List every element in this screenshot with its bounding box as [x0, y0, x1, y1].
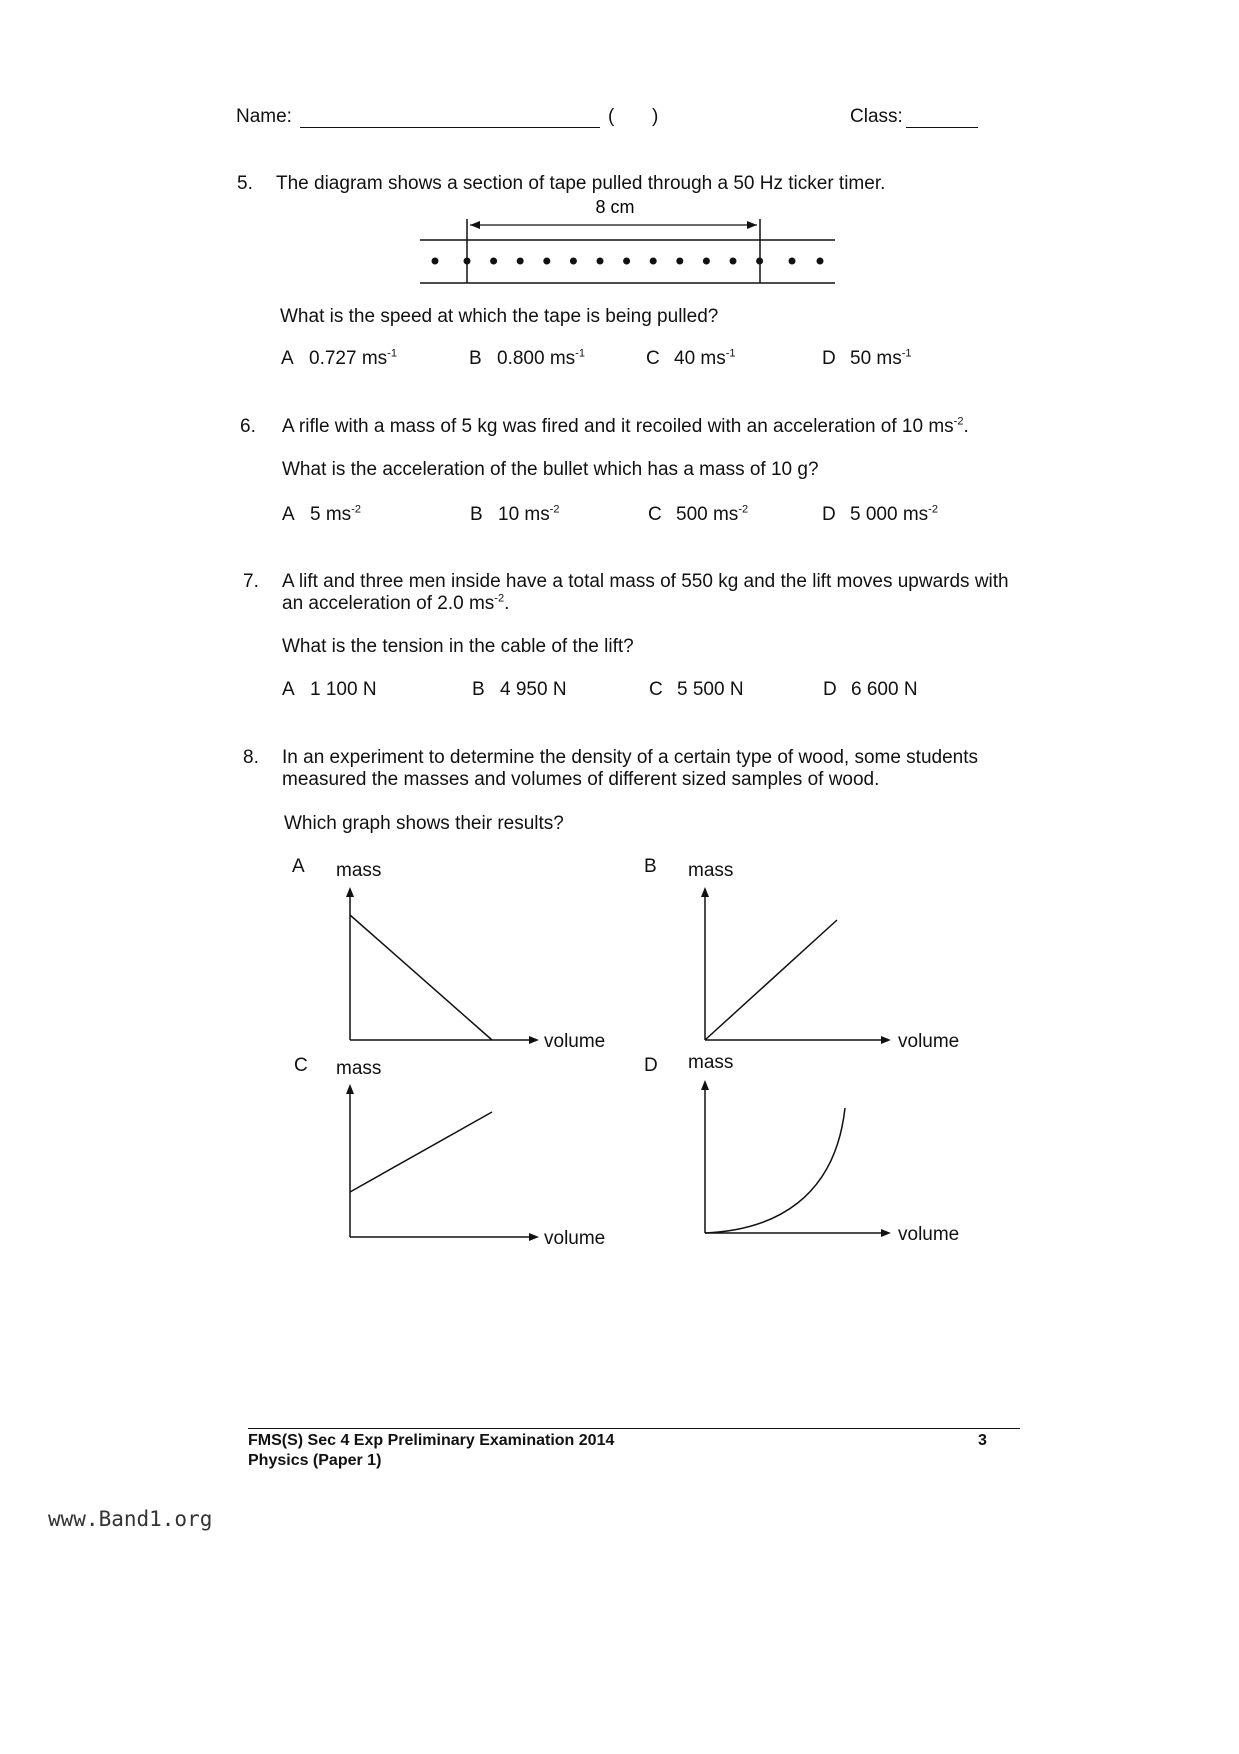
q8-prompt: Which graph shows their results?: [284, 813, 564, 834]
q7-prompt: What is the tension in the cable of the lift?: [282, 636, 634, 657]
tape-dot: [464, 258, 471, 265]
q6-option-b[interactable]: B 10 $ms^{-2}$: [470, 503, 560, 525]
graph-c-letter[interactable]: C: [294, 1055, 308, 1076]
tape-dot: [789, 258, 796, 265]
footer-page-number: 3: [978, 1432, 987, 1449]
graph-b-y-arrow-icon: [701, 887, 709, 897]
graph-d-ylabel: mass: [688, 1052, 734, 1073]
paren-open: (: [608, 106, 615, 127]
graph-d-curve: [705, 1108, 845, 1233]
tape-length-label: 8 cm: [595, 197, 635, 217]
q8-number: 8.: [243, 747, 259, 768]
q7-option-d[interactable]: D 6 600 N: [823, 679, 918, 700]
graph-a-ylabel: mass: [336, 860, 382, 881]
graph-c-x-arrow-icon: [529, 1233, 539, 1241]
q8-text-line2: measured the masses and volumes of different sized samples of wood.: [282, 769, 880, 790]
graph-a-y-arrow-icon: [346, 887, 354, 897]
graph-a-line: [350, 915, 492, 1040]
name-label: Name:: [236, 106, 292, 127]
graph-d: [695, 1078, 895, 1238]
tape-dot: [570, 258, 577, 265]
tape-dot: [676, 258, 683, 265]
graph-d-y-arrow-icon: [701, 1080, 709, 1090]
arrowhead-left-icon: [470, 221, 480, 229]
graph-b-xlabel: volume: [898, 1031, 960, 1052]
tape-dot: [756, 258, 763, 265]
class-label: Class:: [850, 106, 903, 127]
q6-option-a[interactable]: A 5 $ms^{-2}$: [282, 503, 361, 525]
tape-dot: [597, 258, 604, 265]
q5-option-b[interactable]: B 0.800 $ms^{-1}$: [469, 347, 585, 369]
graph-a: [340, 885, 540, 1045]
tape-dot: [650, 258, 657, 265]
q8-text-line1: In an experiment to determine the density of a certain type of wood, some students: [282, 747, 979, 768]
graph-a-letter[interactable]: A: [292, 856, 305, 877]
q7-text-line1: A lift and three men inside have a total mass of 550 kg and the lift moves upwards with: [282, 571, 1009, 592]
q5-text: The diagram shows a section of tape pulled through a 50 Hz ticker timer.: [276, 173, 886, 194]
graph-a-x-arrow-icon: [529, 1036, 539, 1044]
graph-a-xlabel: volume: [544, 1031, 606, 1052]
name-underline: [300, 127, 600, 128]
q7-number: 7.: [243, 571, 259, 592]
graph-d-xlabel: volume: [898, 1224, 960, 1245]
q6-option-d[interactable]: D 5 000 $ms^{-2}$: [822, 503, 938, 525]
footer-exam-title: FMS(S) Sec 4 Exp Preliminary Examination 2014: [248, 1432, 615, 1449]
graph-b-line: [705, 920, 837, 1040]
graph-b-x-arrow-icon: [881, 1036, 891, 1044]
q7-option-a[interactable]: A 1 100 N: [282, 679, 377, 700]
graph-b-ylabel: mass: [688, 860, 734, 881]
footer-subject: Physics (Paper 1): [248, 1452, 382, 1469]
graph-c-xlabel: volume: [544, 1228, 606, 1249]
q5-option-d[interactable]: D 50 $ms^{-1}$: [822, 347, 912, 369]
graph-b-letter[interactable]: B: [644, 856, 657, 877]
q6-text: A rifle with a mass of 5 kg was fired and it recoiled with an acceleration of 10 $ms^{-2}$.: [282, 415, 969, 437]
graph-d-letter[interactable]: D: [644, 1055, 658, 1076]
graph-c-y-arrow-icon: [346, 1084, 354, 1094]
q5-option-a[interactable]: A 0.727 $ms^{-1}$: [281, 347, 397, 369]
graph-c-line: [350, 1112, 492, 1192]
tape-dots: [432, 258, 824, 265]
tape-dot: [623, 258, 630, 265]
q5-number: 5.: [237, 173, 253, 194]
graph-b: [695, 885, 895, 1045]
footer-rule: [248, 1428, 1020, 1429]
tape-dot: [817, 258, 824, 265]
arrowhead-right-icon: [747, 221, 757, 229]
tape-dot: [543, 258, 550, 265]
tape-dot: [703, 258, 710, 265]
q7-option-c[interactable]: C 5 500 N: [649, 679, 744, 700]
watermark: www.Band1.org: [48, 1507, 213, 1531]
tape-dot: [517, 258, 524, 265]
q6-option-c[interactable]: C 500 $ms^{-2}$: [648, 503, 749, 525]
q7-option-b[interactable]: B 4 950 N: [472, 679, 567, 700]
q6-prompt: What is the acceleration of the bullet which has a mass of 10 g?: [282, 459, 819, 480]
q7-text-line2: an acceleration of 2.0 $ms^{-2}$.: [282, 592, 510, 614]
tape-dot: [432, 258, 439, 265]
q5-prompt: What is the speed at which the tape is being pulled?: [280, 306, 719, 327]
class-underline: [906, 127, 978, 128]
graph-c-ylabel: mass: [336, 1058, 382, 1079]
graph-d-x-arrow-icon: [881, 1229, 891, 1237]
tape-dot: [730, 258, 737, 265]
q5-option-c[interactable]: C 40 $ms^{-1}$: [646, 347, 736, 369]
ticker-tape-diagram: [410, 195, 840, 295]
tape-dot: [490, 258, 497, 265]
graph-c: [340, 1082, 540, 1242]
q6-number: 6.: [240, 416, 256, 437]
paren-close: ): [652, 106, 659, 127]
